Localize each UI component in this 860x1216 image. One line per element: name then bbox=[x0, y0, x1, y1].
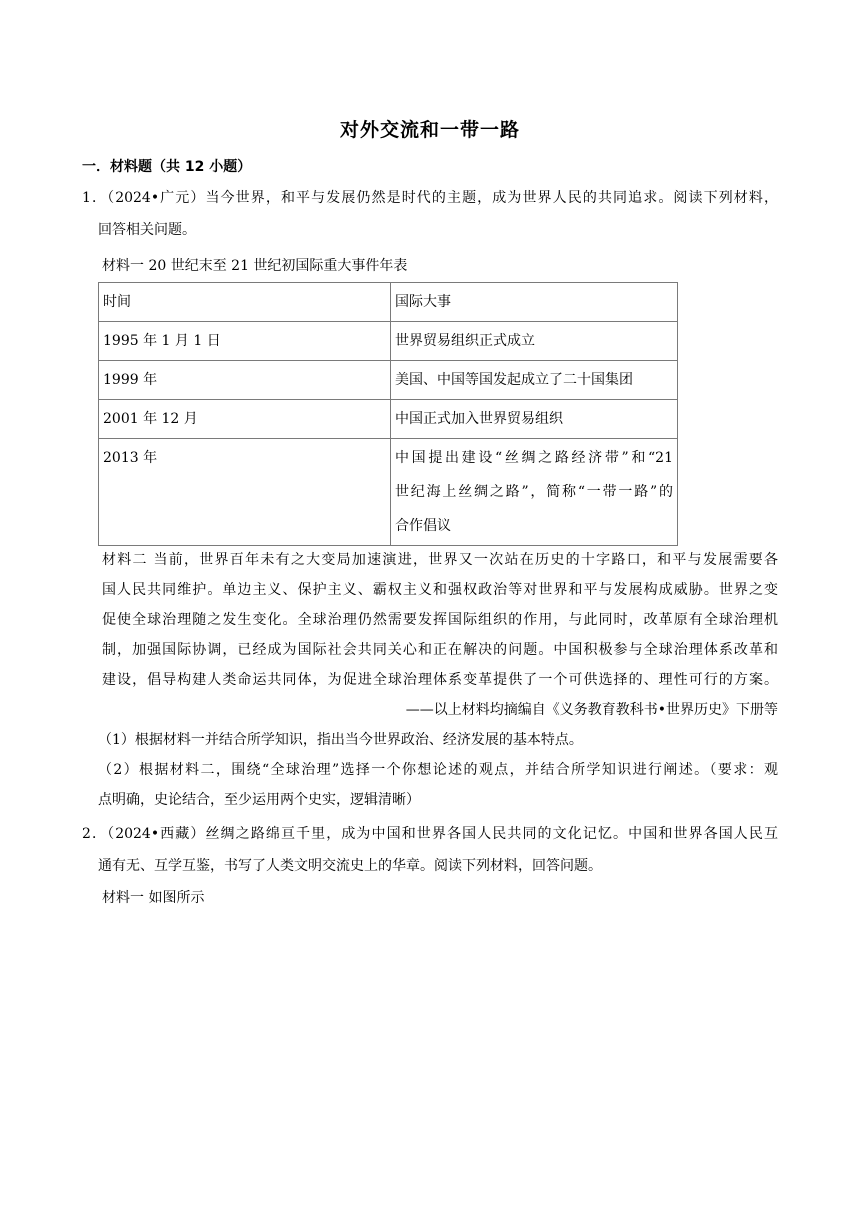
material-2-line-4: 制，加强国际协调，已经成为国际社会共同关心和正在解决的问题。中国积极参与全球治理体系改革和 bbox=[102, 642, 778, 658]
question-1-text-line-2: 回答相关问题。 bbox=[98, 222, 196, 238]
events-table bbox=[98, 282, 678, 546]
question-2-text-line-1: 2．（2024•西藏）丝绸之路绵亘千里，成为中国和世界各国人民共同的文化记忆。中国和世界各国人民互 bbox=[82, 826, 778, 842]
table-cell-event-line: 中国提出建设“丝绸之路经济带”和“21 bbox=[395, 450, 673, 466]
material-2-line-1: 材料二 当前，世界百年未有之大变局加速演进，世界又一次站在历史的十字路口，和平与发展需要各 bbox=[102, 552, 778, 568]
table-header-cell: 时间 bbox=[99, 283, 391, 322]
table-row bbox=[99, 322, 678, 361]
table-cell-event: 世界贸易组织正式成立 bbox=[391, 322, 678, 361]
table-cell-time: 1999 年 bbox=[99, 361, 391, 400]
table-cell-event bbox=[391, 439, 678, 546]
table-cell-time: 2001 年 12 月 bbox=[99, 400, 391, 439]
table-header-row bbox=[99, 283, 678, 322]
table-cell-time: 2013 年 bbox=[99, 439, 391, 546]
question-2-material-1: 材料一 如图所示 bbox=[102, 890, 205, 906]
question-1-text-line-1: 1．（2024•广元）当今世界，和平与发展仍然是时代的主题，成为世界人民的共同追求。阅读下列材料， bbox=[82, 190, 778, 206]
table-cell-event: 美国、中国等国发起成立了二十国集团 bbox=[391, 361, 678, 400]
table-cell-event-line: 世纪海上丝绸之路”，简称“一带一路”的 bbox=[395, 484, 673, 500]
sub-question-2-line-1: （2）根据材料二，围绕“全球治理”选择一个你想论述的观点，并结合所学知识进行阐述。（要求：观 bbox=[98, 762, 778, 778]
material-2-line-5: 建设，倡导构建人类命运共同体，为促进全球治理体系变革提供了一个可供选择的、理性可行的方案。 bbox=[102, 672, 778, 688]
sub-question-1: （1）根据材料一并结合所学知识，指出当今世界政治、经济发展的基本特点。 bbox=[98, 732, 583, 748]
table-row bbox=[99, 400, 678, 439]
material-2-line-3: 促使全球治理随之发生变化。全球治理仍然需要发挥国际组织的作用，与此同时，改革原有全球治理机 bbox=[102, 612, 778, 628]
table-row bbox=[99, 361, 678, 400]
section-heading: 一．材料题（共 12 小题） bbox=[82, 159, 252, 175]
table-cell-event-line: 合作倡议 bbox=[395, 518, 451, 534]
material-1-caption: 材料一 20 世纪末至 21 世纪初国际重大事件年表 bbox=[102, 258, 408, 274]
table-header-cell: 国际大事 bbox=[391, 283, 678, 322]
table-cell-time: 1995 年 1 月 1 日 bbox=[99, 322, 391, 361]
material-2-line-2: 国人民共同维护。单边主义、保护主义、霸权主义和强权政治等对世界和平与发展构成威胁。世界之变 bbox=[102, 582, 778, 598]
material-source: ——以上材料均摘编自《义务教育教科书•世界历史》下册等 bbox=[405, 702, 778, 718]
question-2-text-line-2: 通有无、互学互鉴，书写了人类文明交流史上的华章。阅读下列材料，回答问题。 bbox=[98, 858, 602, 874]
page-title: 对外交流和一带一路 bbox=[339, 119, 520, 141]
sub-question-2-line-2: 点明确，史论结合，至少运用两个史实，逻辑清晰） bbox=[98, 792, 420, 808]
table-cell-event: 中国正式加入世界贸易组织 bbox=[391, 400, 678, 439]
table-row bbox=[99, 439, 678, 546]
